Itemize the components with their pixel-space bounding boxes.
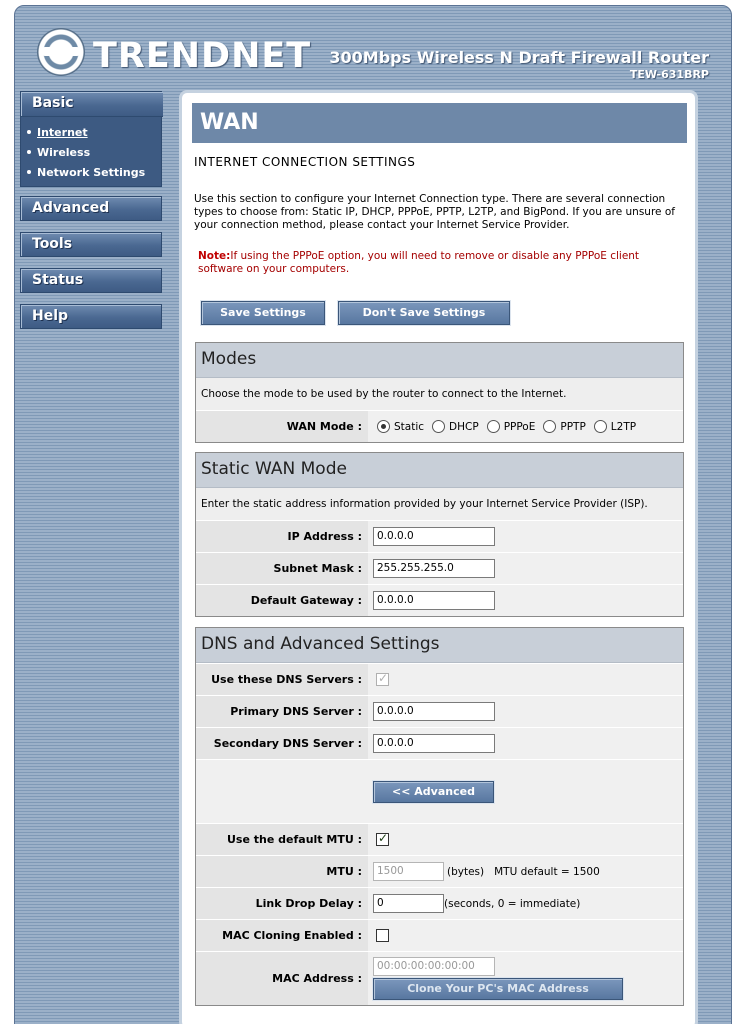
sidebar-item-internet[interactable] (27, 122, 161, 142)
mac-cloning-label: MAC Cloning Enabled : (196, 920, 368, 951)
default-gateway-row (196, 584, 683, 616)
advanced-toggle-row (196, 759, 683, 823)
wan-mode-label: WAN Mode : (196, 411, 368, 442)
nav-basic[interactable]: Basic (21, 92, 163, 117)
main-content (179, 90, 698, 1024)
radio-pptp[interactable] (543, 420, 556, 433)
sidebar-item-label: Network Settings (37, 165, 146, 179)
default-mtu-label: Use the default MTU : (196, 824, 368, 855)
modes-description: Choose the mode to be used by the router to connect to the Internet. (196, 378, 683, 410)
save-settings-button[interactable]: Save Settings (201, 301, 325, 325)
basic-menu-group (20, 91, 162, 187)
modes-heading: Modes (196, 343, 683, 378)
static-wan-panel (195, 452, 684, 617)
use-dns-checkbox[interactable] (376, 673, 389, 686)
default-gateway-label: Default Gateway : (196, 585, 368, 616)
brand-logo: TRENDNET (93, 36, 312, 76)
mtu-input[interactable]: 1500 (373, 862, 444, 881)
radio-dhcp-label: DHCP (449, 420, 479, 433)
mac-cloning-row (196, 919, 683, 951)
radio-l2tp[interactable] (594, 420, 607, 433)
subnet-mask-label: Subnet Mask : (196, 553, 368, 584)
note-label: Note: (198, 250, 231, 262)
secondary-dns-input[interactable]: 0.0.0.0 (373, 734, 495, 753)
radio-static[interactable] (377, 420, 390, 433)
mtu-unit: (bytes) (447, 865, 485, 878)
sidebar (20, 91, 163, 340)
default-gateway-input[interactable]: 0.0.0.0 (373, 591, 495, 610)
clone-mac-button[interactable]: Clone Your PC's MAC Address (373, 978, 623, 1000)
static-wan-description: Enter the static address information provided by your Internet Service Provider (ISP). (196, 488, 683, 520)
primary-dns-row (196, 695, 683, 727)
wan-mode-row (196, 410, 683, 442)
secondary-dns-label: Secondary DNS Server : (196, 728, 368, 759)
use-dns-row (196, 663, 683, 695)
dns-heading: DNS and Advanced Settings (196, 628, 683, 663)
radio-pppoe-label: PPPoE (503, 420, 536, 433)
sidebar-item-network-settings[interactable] (27, 162, 161, 182)
link-drop-input[interactable]: 0 (373, 894, 444, 913)
default-mtu-checkbox[interactable] (376, 833, 389, 846)
sidebar-item-wireless[interactable] (27, 142, 161, 162)
mtu-default-text: MTU default = 1500 (494, 865, 600, 878)
mtu-label: MTU : (196, 856, 368, 887)
ip-address-input[interactable]: 0.0.0.0 (373, 527, 495, 546)
radio-static-label: Static (394, 420, 425, 433)
mac-address-input[interactable]: 00:00:00:00:00:00 (373, 957, 495, 976)
mac-address-label: MAC Address : (196, 952, 368, 1005)
model-number: TEW-631BRP (629, 68, 709, 81)
default-mtu-row (196, 823, 683, 855)
advanced-toggle-button[interactable]: << Advanced (373, 781, 494, 803)
use-dns-label: Use these DNS Servers : (196, 664, 368, 695)
wan-mode-radio-group (368, 411, 683, 442)
primary-dns-input[interactable]: 0.0.0.0 (373, 702, 495, 721)
nav-help[interactable]: Help (20, 304, 162, 329)
link-drop-label: Link Drop Delay : (196, 888, 368, 919)
mac-address-row (196, 951, 683, 1005)
note-text: If using the PPPoE option, you will need to remove or disable any PPPoE client software on your computers. (198, 250, 640, 275)
link-drop-unit: (seconds, 0 = immediate) (444, 897, 581, 910)
header (15, 6, 731, 92)
intro-text: Use this section to configure your Internet Connection type. There are several connection types to choose from: Static IP, DHCP, PPPoE, PPTP, L2TP, and BigPond. If you are unsure of your connection method, please contact your Internet Service Provider. (194, 193, 675, 231)
subnet-mask-row (196, 552, 683, 584)
nav-advanced[interactable]: Advanced (20, 196, 162, 221)
product-title: 300Mbps Wireless N Draft Firewall Router (329, 48, 709, 67)
mtu-row (196, 855, 683, 887)
static-wan-heading: Static WAN Mode (196, 453, 683, 488)
nav-status[interactable]: Status (20, 268, 162, 293)
modes-panel (195, 342, 684, 443)
radio-dhcp[interactable] (432, 420, 445, 433)
mac-cloning-checkbox[interactable] (376, 929, 389, 942)
nav-tools[interactable]: Tools (20, 232, 162, 257)
bullet-icon (27, 170, 31, 174)
sidebar-item-label: Internet (37, 125, 88, 139)
page-title: WAN (192, 103, 687, 143)
bullet-icon (27, 150, 31, 154)
bullet-icon (27, 130, 31, 134)
dont-save-settings-button[interactable]: Don't Save Settings (338, 301, 510, 325)
radio-pptp-label: PPTP (560, 420, 586, 433)
trendnet-logo-icon (37, 28, 85, 76)
primary-dns-label: Primary DNS Server : (196, 696, 368, 727)
radio-pppoe[interactable] (487, 420, 500, 433)
radio-l2tp-label: L2TP (610, 420, 637, 433)
ip-address-label: IP Address : (196, 521, 368, 552)
sidebar-item-label: Wireless (37, 145, 91, 159)
pppoe-note (198, 250, 678, 276)
link-drop-row (196, 887, 683, 919)
dns-advanced-panel (195, 627, 684, 1006)
ip-address-row (196, 520, 683, 552)
section-title: INTERNET CONNECTION SETTINGS (194, 155, 416, 169)
basic-submenu (21, 117, 161, 186)
subnet-mask-input[interactable]: 255.255.255.0 (373, 559, 495, 578)
secondary-dns-row (196, 727, 683, 759)
